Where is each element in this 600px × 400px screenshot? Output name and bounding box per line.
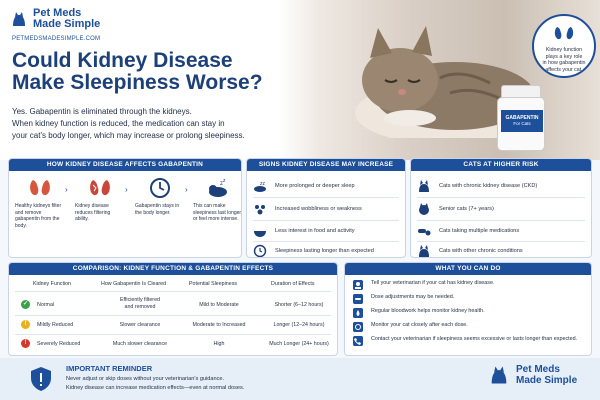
table-cell-duration: Much Longer (24+ hours) [269, 341, 329, 347]
title-line-1: Could Kidney Disease [12, 49, 233, 72]
footer-brand-line2: Made Simple [516, 375, 578, 386]
how-step-2-text: Kidney disease reduces filtering ability. [75, 203, 111, 222]
intro-text [12, 106, 302, 142]
risk-item [417, 224, 519, 238]
sign-item [253, 244, 374, 258]
alert-status-icon: ! [21, 339, 30, 348]
svg-text:z: z [223, 178, 226, 184]
todo-item-text: Monitor your cat closely after each dose. [371, 322, 468, 328]
risk-item [417, 244, 523, 258]
bubble-line-3: in how gabapentin [542, 60, 586, 66]
table-cell-sleepiness: High [213, 341, 225, 347]
signs-panel-header: SIGNS KIDNEY DISEASE MAY INCREASE SEDATION [247, 159, 405, 171]
bloodwork-icon [353, 308, 363, 318]
bubble-line-1: Kidney function [545, 47, 583, 53]
table-cell-sleepiness: Moderate to Increased [192, 322, 246, 328]
how-step-4-text: This can make sleepiness last longer or feel more intense. [193, 203, 242, 222]
vet-icon [353, 280, 363, 290]
timer-icon [253, 244, 267, 258]
comparison-table-panel [8, 262, 338, 356]
bottle-label [501, 110, 543, 132]
risk-item-text: Cats taking multiple medications [439, 228, 520, 234]
divider [417, 197, 585, 198]
bubble-line-4: affects your cat. [545, 66, 583, 73]
column-header: Potential Sleepiness [189, 281, 237, 287]
divider [253, 220, 399, 221]
arrow-icon: › [125, 185, 128, 194]
cleared-line-1: Efficiently filtered [120, 297, 160, 303]
sign-item [253, 202, 362, 216]
check-status-icon: ✓ [22, 301, 29, 307]
risk-item-text: Senior cats (7+ years) [439, 206, 494, 212]
sign-item-text: More prolonged or deeper sleep [275, 183, 355, 189]
todo-item-text: Regular bloodwork helps monitor kidney health. [371, 308, 485, 314]
how-panel-header: HOW KIDNEY DISEASE AFFECTS GABAPENTIN [9, 159, 241, 171]
brand-logo[interactable] [10, 8, 100, 30]
how-step-2 [75, 177, 125, 223]
divider [15, 334, 331, 335]
todo-item [353, 322, 581, 332]
table-cell-function: Mildly Reduced [37, 322, 74, 328]
risk-item [417, 179, 537, 193]
important-reminder-footer [0, 358, 600, 400]
brand-name-line2: Made Simple [33, 18, 101, 30]
damaged-kidney-icon [89, 177, 111, 199]
todo-header: WHAT YOU CAN DO [345, 263, 591, 275]
page-title [12, 50, 312, 94]
risk-item-text: Cats with chronic kidney disease (CKD) [439, 183, 538, 189]
svg-text:z: z [220, 181, 223, 187]
intro-line-2: When kidney function is reduced, the medication can stay in [12, 119, 225, 128]
todo-item [353, 308, 581, 318]
how-step-1-text: Healthy kidneys filter and remove gabapentin from the body. [15, 203, 62, 229]
sign-item [253, 224, 355, 238]
bottle-label-sub: For Cats [513, 121, 531, 126]
sign-item-text: Sleepiness lasting longer than expected [275, 248, 374, 254]
cat-icon [417, 244, 431, 258]
senior-cat-icon [417, 202, 431, 216]
divider [253, 241, 399, 242]
table-cell-cleared [95, 297, 185, 310]
brand-name-line1: Pet Meds [33, 7, 82, 19]
table-cell-cleared: Much slower clearance [112, 341, 168, 347]
table-cell-duration: Longer (12–24 hours) [273, 322, 325, 328]
brand-url[interactable]: PETMEDSMADESIMPLE.COM [12, 36, 101, 42]
bottle-body [497, 97, 545, 151]
reminder-line-2: Kidney disease can increase medication effects—even at normal doses. [66, 385, 245, 391]
warning-status-icon: ! [21, 320, 30, 329]
kidneys-icon [554, 24, 574, 42]
monitor-icon [353, 322, 363, 332]
sign-item-text: Increased wobbliness or weakness [275, 206, 362, 212]
divider [417, 220, 585, 221]
cat-logo-icon [488, 364, 510, 386]
todo-item [353, 294, 581, 304]
column-header: How Gabapentin Is Cleared [101, 281, 167, 287]
bottle-label-name: GABAPENTIN [505, 115, 539, 121]
cat-icon [417, 179, 431, 193]
column-header: Kidney Function [33, 281, 71, 287]
divider [15, 315, 331, 316]
risk-item [417, 202, 494, 216]
footer-brand-logo[interactable] [488, 364, 577, 386]
todo-item-text: Contact your veterinarian if sleepiness seems excessive or lasts longer than expected. [371, 336, 578, 342]
bubble-line-2: plays a key role [545, 53, 583, 60]
phone-icon [353, 336, 363, 346]
cat-logo-icon [10, 10, 28, 28]
sign-item [253, 179, 355, 193]
divider [253, 197, 399, 198]
table-cell-cleared: Slower clearance [119, 322, 161, 328]
how-kidney-disease-panel [8, 158, 242, 258]
svg-text:zz: zz [260, 181, 265, 187]
paws-icon [253, 202, 267, 216]
kidney-icon [29, 177, 51, 199]
reminder-title: IMPORTANT REMINDER [66, 364, 153, 373]
divider [417, 241, 585, 242]
table-cell-sleepiness: Mild to Moderate [199, 302, 239, 308]
clock-icon [149, 177, 171, 199]
bowl-icon [253, 224, 267, 238]
intro-line-3: your cat's body longer, which may increase or prolong sleepiness. [12, 131, 245, 140]
what-you-can-do-panel [344, 262, 592, 356]
todo-item [353, 280, 581, 290]
todo-item-text: Tell your veterinarian if your cat has kidney disease. [371, 280, 495, 286]
sleep-icon [253, 179, 267, 193]
how-step-3-text: Gabapentin stays in the body longer. [135, 203, 180, 216]
pills-icon [417, 224, 431, 238]
title-line-2: Make Sleepiness Worse? [12, 71, 263, 94]
comparison-header: COMPARISON: KIDNEY FUNCTION & GABAPENTIN EFFECTS [9, 263, 337, 275]
cleared-line-2: and removed [124, 303, 156, 310]
shield-alert-icon [30, 366, 52, 392]
dose-icon [353, 294, 363, 304]
divider [15, 291, 331, 292]
footer-brand-line1: Pet Meds [516, 364, 560, 375]
sign-item-text: Less interest in food and activity [275, 228, 355, 234]
table-cell-function: Severely Reduced [37, 341, 81, 347]
risk-panel-header: CATS AT HIGHER RISK [411, 159, 591, 171]
how-step-1 [15, 177, 65, 229]
arrow-icon: › [65, 185, 68, 194]
column-header: Duration of Effects [271, 281, 315, 287]
reminder-line-1: Never adjust or skip doses without your veterinarian's guidance. [66, 376, 225, 382]
higher-risk-panel [410, 158, 592, 258]
todo-item-text: Dose adjustments may be needed. [371, 294, 455, 300]
intro-line-1: Yes. Gabapentin is eliminated through the kidneys. [12, 107, 192, 116]
kidney-callout-bubble [532, 14, 596, 78]
sedation-signs-panel [246, 158, 406, 258]
sleeping-cat-icon [207, 177, 229, 199]
how-step-3 [135, 177, 185, 216]
table-cell-duration: Shorter (6–12 hours) [274, 302, 324, 308]
how-step-4 [193, 177, 242, 223]
todo-item [353, 336, 581, 346]
risk-item-text: Cats with other chronic conditions [439, 248, 523, 254]
hero-section [0, 0, 600, 160]
arrow-icon: › [185, 185, 188, 194]
medication-bottle [497, 85, 545, 151]
table-cell-function: Normal [37, 302, 55, 308]
how-steps [9, 171, 241, 258]
